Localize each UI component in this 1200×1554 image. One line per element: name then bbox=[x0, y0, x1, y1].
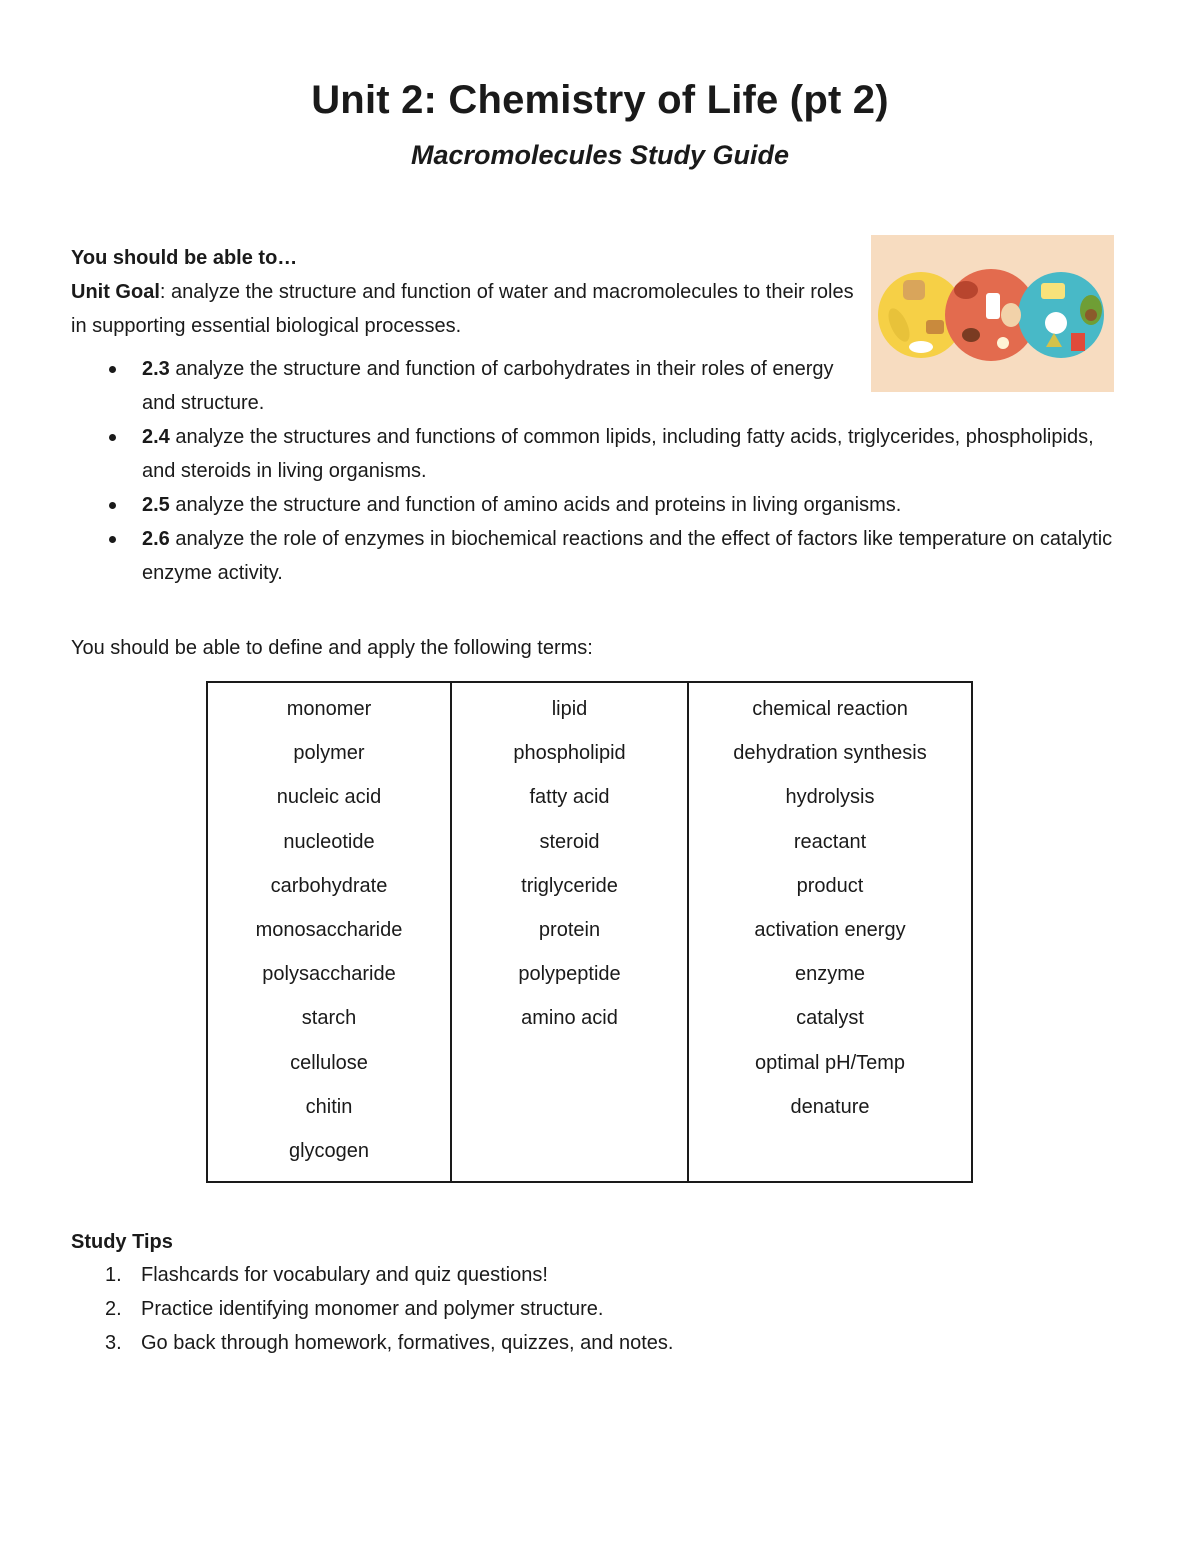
term: protein bbox=[538, 918, 601, 941]
page-subtitle: Macromolecules Study Guide bbox=[410, 140, 790, 170]
term: phospholipid bbox=[513, 742, 626, 765]
list-item: 2.3 analyze the structure and function of carbohydrates in their roles of energy and structure. bbox=[71, 352, 852, 420]
term: glycogen bbox=[288, 1139, 370, 1162]
terms-column-3 bbox=[688, 682, 972, 1182]
list-item: 1. Flashcards for vocabulary and quiz questions! bbox=[105, 1264, 548, 1286]
term: monosaccharide bbox=[255, 918, 403, 941]
list-item: 3. Go back through homework, formatives, quizzes, and notes. bbox=[105, 1332, 674, 1354]
term: lipid bbox=[551, 698, 588, 720]
list-item: 2.5 analyze the structure and function of amino acids and proteins in living organisms. bbox=[71, 488, 1121, 522]
term: carbohydrate bbox=[270, 874, 388, 897]
term: optimal pH/Temp bbox=[754, 1051, 906, 1074]
term: dehydration synthesis bbox=[733, 742, 927, 765]
table-row bbox=[207, 682, 972, 1182]
term: fatty acid bbox=[529, 786, 610, 809]
term: nucleotide bbox=[283, 830, 375, 853]
term: activation energy bbox=[754, 918, 906, 941]
term: monomer bbox=[286, 698, 372, 720]
terms-table bbox=[206, 681, 973, 1183]
page-title: Unit 2: Chemistry of Life (pt 2) bbox=[311, 78, 889, 122]
list-item: 2. Practice identifying monomer and polymer structure. bbox=[105, 1298, 604, 1320]
unit-goal-label: Unit Goal bbox=[71, 281, 160, 303]
term: starch bbox=[301, 1007, 357, 1030]
term: steroid bbox=[539, 830, 600, 853]
term: cellulose bbox=[290, 1051, 368, 1074]
term: catalyst bbox=[796, 1007, 864, 1030]
study-tips-list bbox=[71, 1258, 674, 1360]
study-tips-heading: Study Tips bbox=[71, 1231, 173, 1253]
term: amino acid bbox=[521, 1007, 618, 1030]
term: denature bbox=[790, 1095, 870, 1118]
term: chitin bbox=[305, 1095, 353, 1118]
term: polysaccharide bbox=[262, 963, 396, 986]
list-item: 2.6 analyze the role of enzymes in biochemical reactions and the effect of factors like temperature on catalytic enzyme activity. bbox=[71, 522, 1121, 590]
term: hydrolysis bbox=[785, 786, 875, 809]
term: product bbox=[796, 874, 864, 897]
terms-intro: You should be able to define and apply the following terms: bbox=[71, 637, 593, 659]
term: reactant bbox=[793, 830, 867, 853]
unit-goal bbox=[71, 275, 861, 343]
term: polypeptide bbox=[518, 963, 621, 986]
unit-goal-text: : analyze the structure and function of water and macromolecules to their roles in supporting essential biological processes. bbox=[71, 281, 854, 337]
term: chemical reaction bbox=[752, 698, 908, 720]
term: polymer bbox=[293, 742, 365, 765]
term: nucleic acid bbox=[276, 786, 382, 809]
objectives-list bbox=[71, 352, 1121, 590]
terms-column-2 bbox=[451, 682, 688, 1182]
intro-heading: You should be able to… bbox=[71, 247, 298, 269]
list-item: 2.4 analyze the structures and functions of common lipids, including fatty acids, triglycerides, phospholipids, and steroids in living organisms. bbox=[71, 420, 1121, 488]
terms-column-1 bbox=[207, 682, 451, 1182]
term: triglyceride bbox=[521, 874, 618, 897]
term: enzyme bbox=[794, 963, 866, 986]
